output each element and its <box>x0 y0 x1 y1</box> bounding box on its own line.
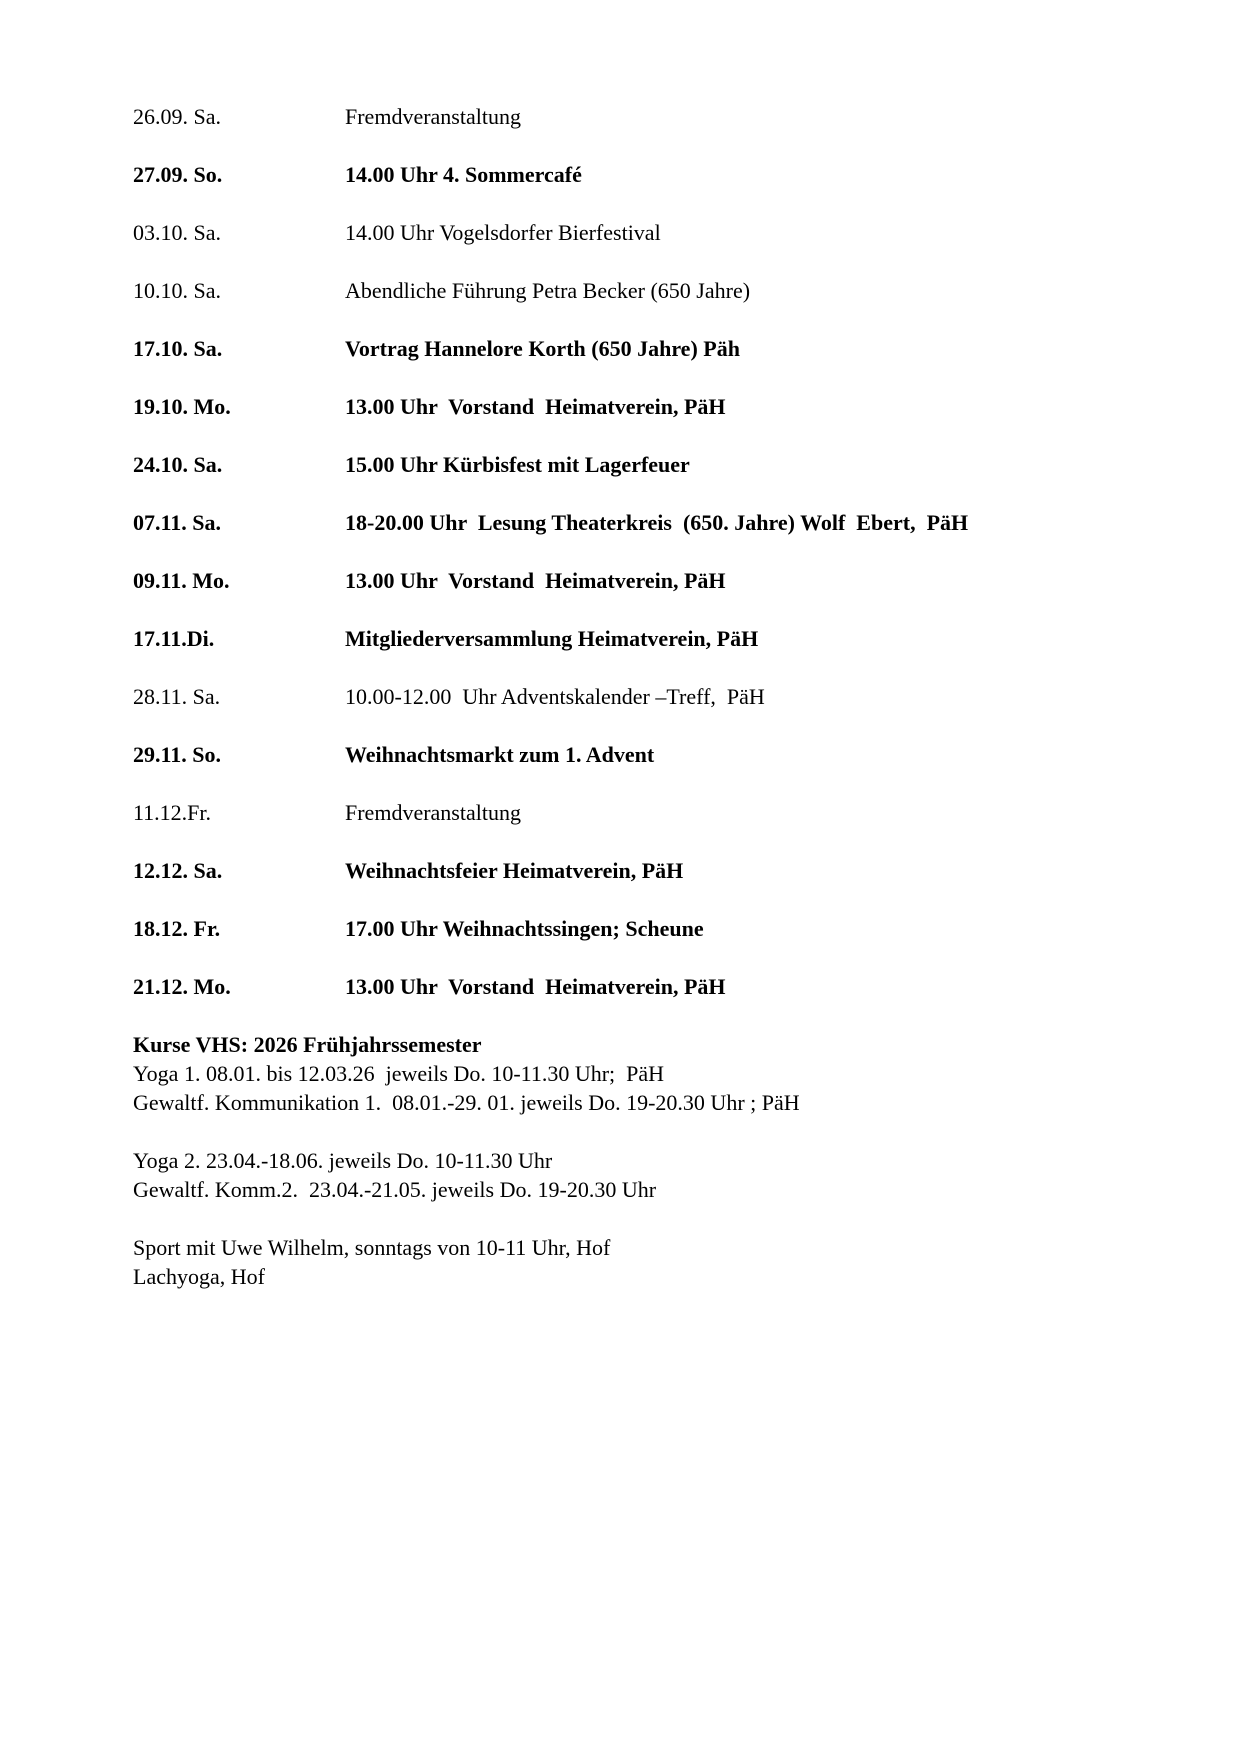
event-row <box>133 740 1141 769</box>
course-line: Lachyoga, Hof <box>133 1264 265 1289</box>
event-row <box>133 798 1141 827</box>
event-row <box>133 972 1141 1001</box>
course-line: Gewaltf. Komm.2. 23.04.-21.05. jeweils Do. 19-20.30 Uhr <box>133 1177 657 1202</box>
event-date: 17.11.Di. <box>133 626 215 651</box>
courses-section <box>133 1030 1141 1291</box>
event-title: 13.00 Uhr Vorstand Heimatverein, PäH <box>345 568 726 593</box>
event-date: 09.11. Mo. <box>133 568 230 593</box>
event-title: 13.00 Uhr Vorstand Heimatverein, PäH <box>345 394 726 419</box>
event-title: Fremdveranstaltung <box>345 800 521 825</box>
event-title: 15.00 Uhr Kürbisfest mit Lagerfeuer <box>345 452 690 477</box>
event-date: 10.10. Sa. <box>133 278 221 303</box>
event-row <box>133 624 1141 653</box>
event-row <box>133 914 1141 943</box>
event-list <box>133 102 1141 1001</box>
event-date: 11.12.Fr. <box>133 800 212 825</box>
event-title: Fremdveranstaltung <box>345 104 521 129</box>
event-row <box>133 160 1141 189</box>
blank-line <box>133 1117 1141 1146</box>
event-date: 03.10. Sa. <box>133 220 221 245</box>
event-row <box>133 566 1141 595</box>
event-date: 12.12. Sa. <box>133 858 223 883</box>
course-line: Yoga 2. 23.04.-18.06. jeweils Do. 10-11.30 Uhr <box>133 1148 553 1173</box>
event-row <box>133 276 1141 305</box>
event-title: 13.00 Uhr Vorstand Heimatverein, PäH <box>345 974 726 999</box>
event-row <box>133 334 1141 363</box>
event-row <box>133 682 1141 711</box>
event-title: 14.00 Uhr 4. Sommercafé <box>345 162 582 187</box>
event-date: 17.10. Sa. <box>133 336 223 361</box>
event-date: 19.10. Mo. <box>133 394 231 419</box>
blank-line <box>133 1204 1141 1233</box>
event-title: Weihnachtsfeier Heimatverein, PäH <box>345 858 684 883</box>
event-row <box>133 102 1141 131</box>
event-title: Weihnachtsmarkt zum 1. Advent <box>345 742 655 767</box>
event-date: 29.11. So. <box>133 742 222 767</box>
courses-heading: Kurse VHS: 2026 Frühjahrssemester <box>133 1032 482 1057</box>
event-title: Vortrag Hannelore Korth (650 Jahre) Päh <box>345 336 740 361</box>
event-date: 21.12. Mo. <box>133 974 231 999</box>
event-title: 17.00 Uhr Weihnachtssingen; Scheune <box>345 916 704 941</box>
course-line: Yoga 1. 08.01. bis 12.03.26 jeweils Do. 10-11.30 Uhr; PäH <box>133 1061 665 1086</box>
event-title: 10.00-12.00 Uhr Adventskalender –Treff, PäH <box>345 684 765 709</box>
event-title: 14.00 Uhr Vogelsdorfer Bierfestival <box>345 220 661 245</box>
course-line: Sport mit Uwe Wilhelm, sonntags von 10-11 Uhr, Hof <box>133 1235 611 1260</box>
event-date: 18.12. Fr. <box>133 916 221 941</box>
event-date: 26.09. Sa. <box>133 104 221 129</box>
event-title: 18-20.00 Uhr Lesung Theaterkreis (650. Jahre) Wolf Ebert, PäH <box>345 510 969 535</box>
event-row <box>133 508 1141 537</box>
event-title: Abendliche Führung Petra Becker (650 Jahre) <box>345 278 751 303</box>
event-row <box>133 218 1141 247</box>
event-date: 07.11. Sa. <box>133 510 222 535</box>
course-line: Gewaltf. Kommunikation 1. 08.01.-29. 01. jeweils Do. 19-20.30 Uhr ; PäH <box>133 1090 800 1115</box>
event-row <box>133 392 1141 421</box>
event-date: 24.10. Sa. <box>133 452 223 477</box>
course-lines <box>133 1059 1141 1291</box>
event-row <box>133 856 1141 885</box>
event-date: 27.09. So. <box>133 162 223 187</box>
event-title: Mitgliederversammlung Heimatverein, PäH <box>345 626 759 651</box>
event-row <box>133 450 1141 479</box>
event-date: 28.11. Sa. <box>133 684 221 709</box>
